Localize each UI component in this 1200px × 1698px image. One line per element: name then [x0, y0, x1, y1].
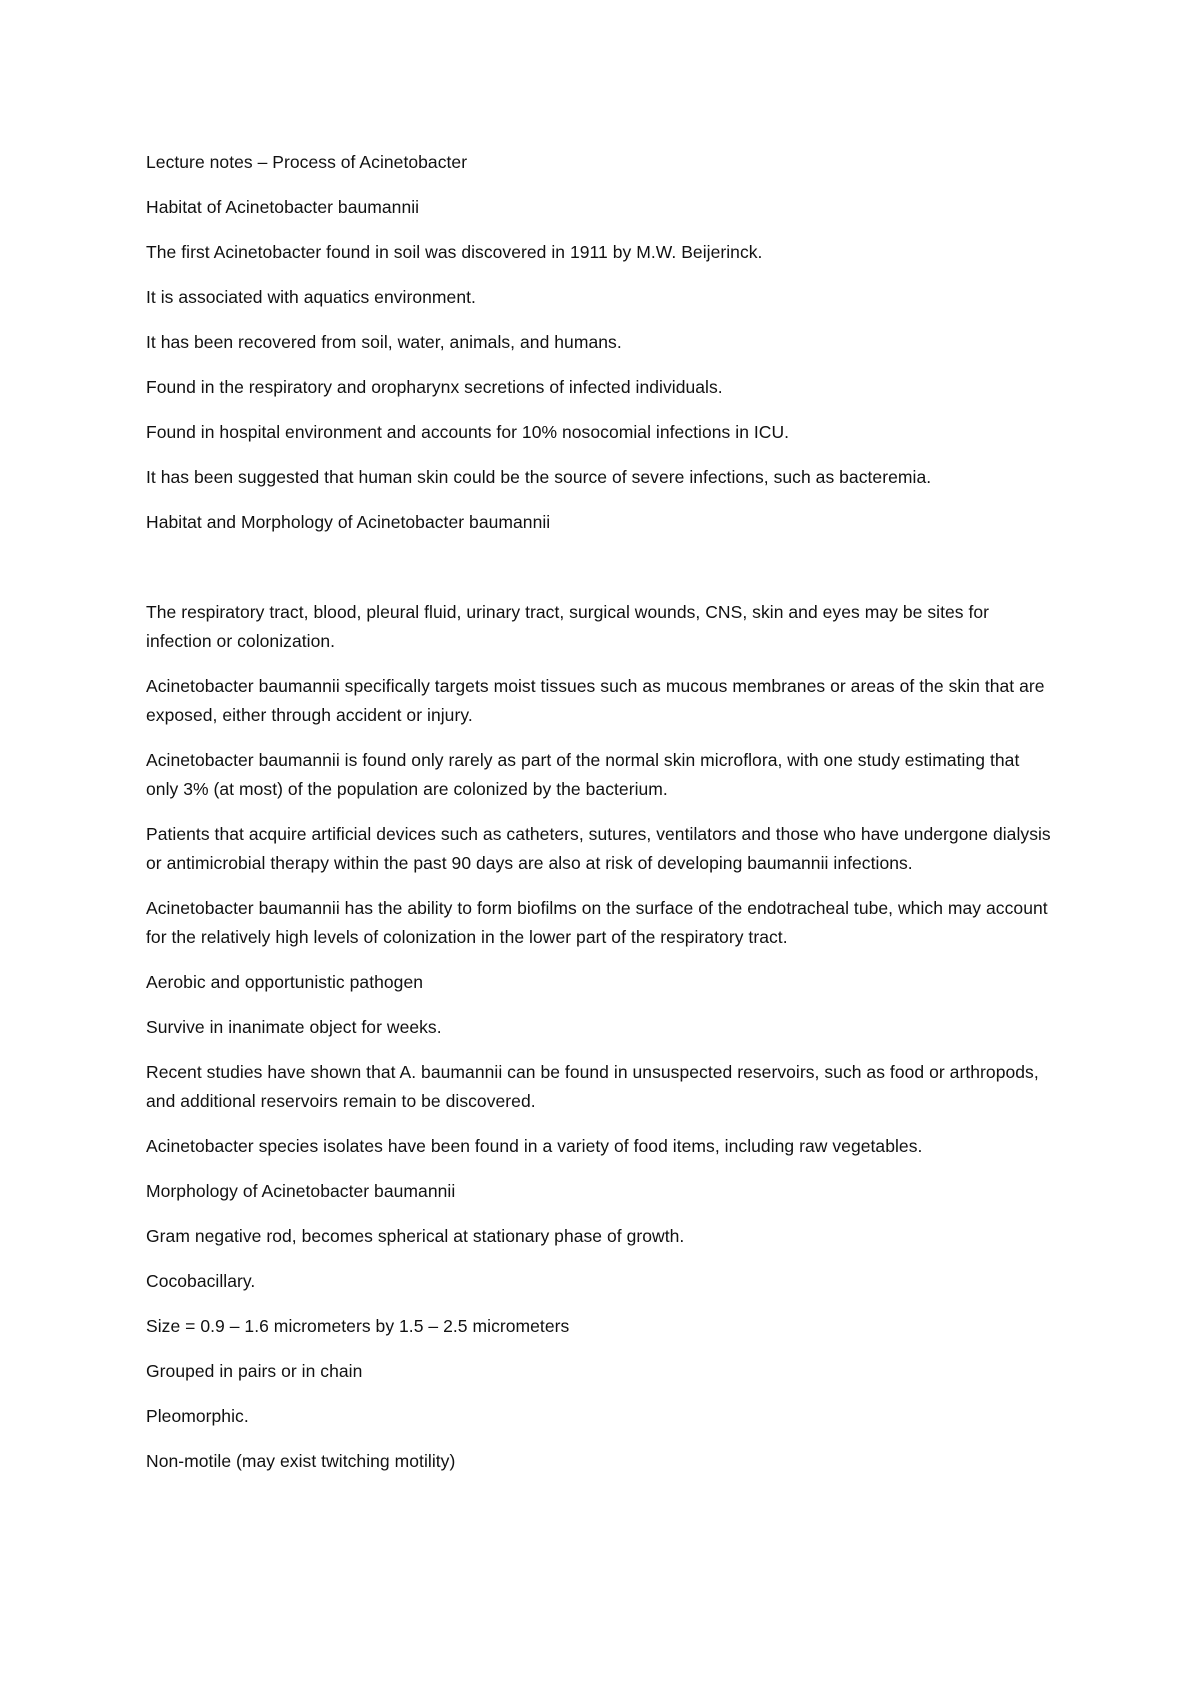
document-body	[146, 148, 1056, 1492]
paragraph: It is associated with aquatics environment.	[146, 287, 476, 307]
paragraph: It has been suggested that human skin could be the source of severe infections, such as bacteremia.	[146, 467, 932, 487]
section-heading-morphology: Morphology of Acinetobacter baumannii	[146, 1181, 456, 1201]
paragraph: Size = 0.9 – 1.6 micrometers by 1.5 – 2.5 micrometers	[146, 1316, 570, 1336]
section-heading-habitat: Habitat of Acinetobacter baumannii	[146, 197, 420, 217]
paragraph: The first Acinetobacter found in soil was discovered in 1911 by M.W. Beijerinck.	[146, 242, 763, 262]
paragraph: Gram negative rod, becomes spherical at stationary phase of growth.	[146, 1226, 685, 1246]
paragraph: It has been recovered from soil, water, animals, and humans.	[146, 332, 622, 352]
paragraph: The respiratory tract, blood, pleural fluid, urinary tract, surgical wounds, CNS, skin and eyes may be sites for infection or colonization.	[146, 602, 990, 651]
paragraph: Non-motile (may exist twitching motility)	[146, 1451, 456, 1471]
paragraph: Cocobacillary.	[146, 1271, 256, 1291]
paragraph: Found in hospital environment and accounts for 10% nosocomial infections in ICU.	[146, 422, 790, 442]
paragraph: Aerobic and opportunistic pathogen	[146, 972, 424, 992]
paragraph: Pleomorphic.	[146, 1406, 249, 1426]
paragraph: Survive in inanimate object for weeks.	[146, 1017, 442, 1037]
paragraph: Patients that acquire artificial devices such as catheters, sutures, ventilators and those who have undergone dialysis or antimicrobial therapy within the past 90 days are also at risk of developing baumannii infections.	[146, 824, 1051, 873]
paragraph: Acinetobacter baumannii has the ability to form biofilms on the surface of the endotracheal tube, which may account for the relatively high levels of colonization in the lower part of the respiratory tract.	[146, 898, 1048, 947]
paragraph: Acinetobacter baumannii is found only rarely as part of the normal skin microflora, with one study estimating that only 3% (at most) of the population are colonized by the bacterium.	[146, 750, 1020, 799]
paragraph: Acinetobacter baumannii specifically targets moist tissues such as mucous membranes or areas of the skin that are exposed, either through accident or injury.	[146, 676, 1045, 725]
paragraph: Found in the respiratory and oropharynx secretions of infected individuals.	[146, 377, 723, 397]
document-title: Lecture notes – Process of Acinetobacter	[146, 152, 468, 172]
paragraph: Acinetobacter species isolates have been found in a variety of food items, including raw vegetables.	[146, 1136, 923, 1156]
paragraph: Recent studies have shown that A. baumannii can be found in unsuspected reservoirs, such as food or arthropods, and additional reservoirs remain to be discovered.	[146, 1062, 1039, 1111]
section-heading-habitat-morphology: Habitat and Morphology of Acinetobacter baumannii	[146, 512, 551, 532]
paragraph: Grouped in pairs or in chain	[146, 1361, 363, 1381]
